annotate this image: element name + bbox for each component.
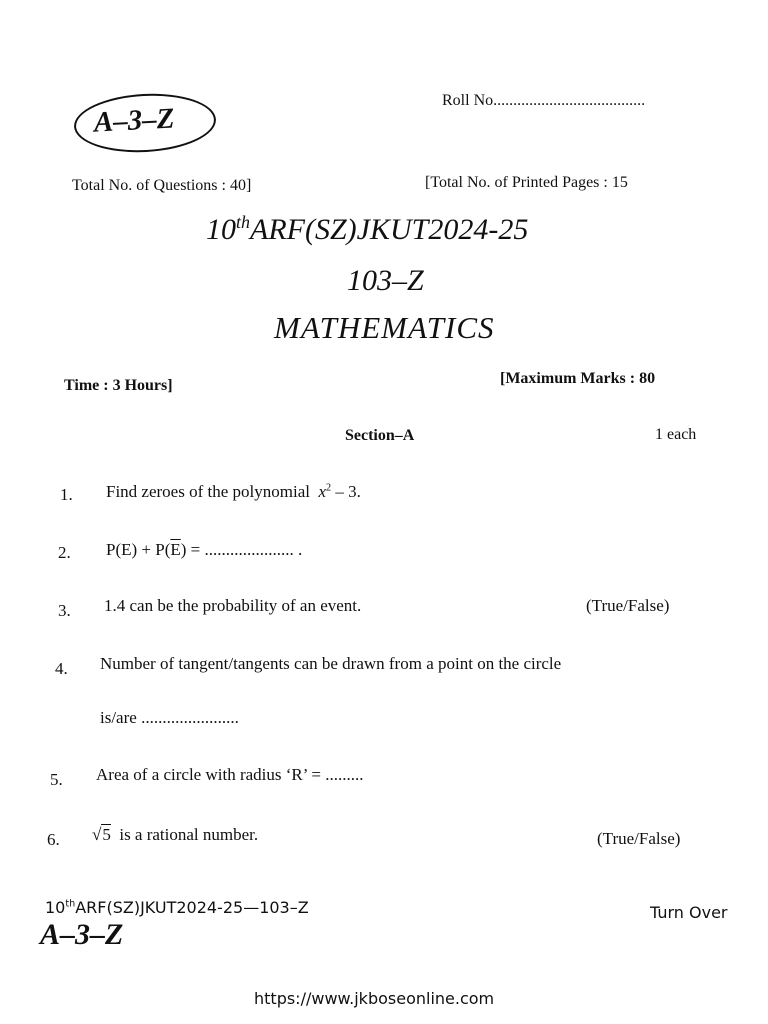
subject-title: MATHEMATICS bbox=[274, 310, 495, 345]
question-1-constant: – 3. bbox=[331, 482, 361, 501]
time-limit: Time : 3 Hours] bbox=[64, 377, 173, 394]
question-1-prompt: Find zeroes of the polynomial bbox=[106, 482, 310, 501]
paper-code-badge-text: A–3–Z bbox=[93, 102, 176, 139]
question-2-part-a: P(E) + P( bbox=[106, 540, 171, 559]
section-marks: 1 each bbox=[655, 426, 697, 443]
question-6-text bbox=[92, 825, 258, 845]
footer-code-sup: th bbox=[65, 898, 76, 910]
footer-set-code: A–3–Z bbox=[40, 918, 124, 951]
question-2-number: 2. bbox=[58, 543, 71, 562]
section-heading: Section–A bbox=[345, 427, 415, 444]
question-3-answer-type: (True/False) bbox=[586, 596, 670, 615]
question-6-answer-type: (True/False) bbox=[597, 829, 681, 848]
exam-code-rest: ARF(SZ)JKUT2024-25 bbox=[250, 213, 529, 246]
printed-pages: [Total No. of Printed Pages : 15 bbox=[425, 174, 628, 191]
question-1-variable: x bbox=[318, 482, 327, 501]
footer-code-rest: ARF(SZ)JKUT2024-25—103–Z bbox=[75, 898, 309, 917]
question-2-text bbox=[106, 540, 302, 560]
paper-code-title: 103–Z bbox=[347, 264, 424, 297]
footer-code-base: 10 bbox=[45, 898, 66, 917]
question-2-part-b: ) = ..................... . bbox=[180, 540, 303, 559]
question-1-number: 1. bbox=[60, 485, 73, 504]
question-3-number: 3. bbox=[58, 601, 71, 620]
question-2-complement-event: $\overline{E}$ bbox=[170, 540, 181, 559]
exam-code-sup: th bbox=[236, 212, 251, 232]
footer-paper-code bbox=[45, 898, 309, 917]
question-6-statement: is a rational number. bbox=[119, 825, 259, 844]
radicand: 5 bbox=[102, 825, 111, 844]
maximum-marks: [Maximum Marks : 80 bbox=[500, 370, 656, 387]
question-6-number: 6. bbox=[47, 830, 60, 849]
question-5-number: 5. bbox=[50, 770, 63, 789]
question-1-exponent: 2 bbox=[326, 482, 332, 494]
paper-code-badge bbox=[73, 90, 218, 155]
question-4-text: Number of tangent/tangents can be drawn from a point on the circle bbox=[100, 654, 562, 673]
total-questions: Total No. of Questions : 40] bbox=[72, 177, 252, 194]
turn-over-label: Turn Over bbox=[650, 903, 728, 922]
question-1-text bbox=[106, 482, 361, 502]
question-3-text: 1.4 can be the probability of an event. bbox=[104, 596, 362, 615]
square-root-symbol: √5 bbox=[92, 825, 111, 844]
roll-number-field: Roll No...................................... bbox=[442, 92, 646, 109]
exam-code-title bbox=[206, 212, 528, 247]
exam-code-base: 10 bbox=[206, 213, 236, 246]
question-5-text: Area of a circle with radius ‘R’ = ......... bbox=[96, 765, 364, 784]
question-4-continuation: is/are ....................... bbox=[100, 708, 239, 727]
question-4-number: 4. bbox=[55, 659, 68, 678]
website-url[interactable]: https://www.jkboseonline.com bbox=[254, 989, 495, 1008]
